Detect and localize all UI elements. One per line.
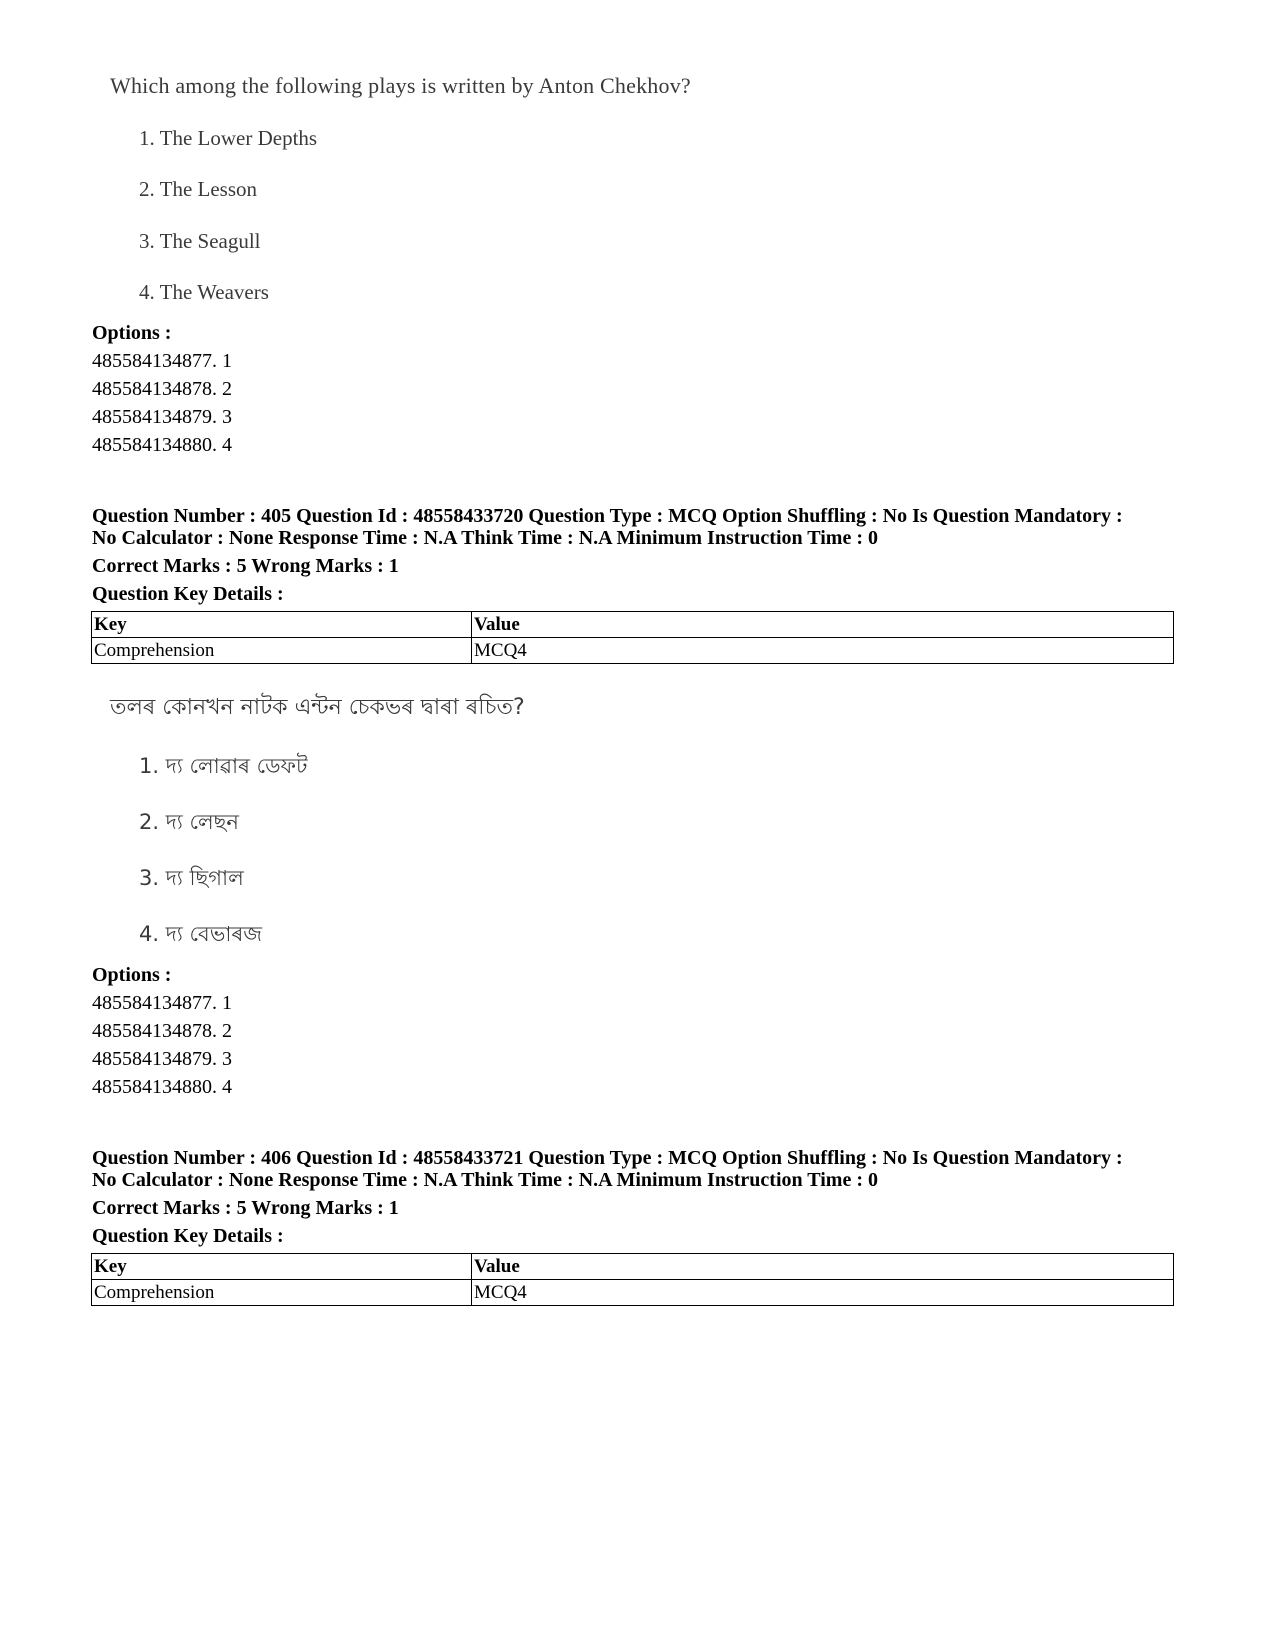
- option-id-2: 485584134878. 2: [92, 1020, 232, 1042]
- table-header-key: Key: [92, 1254, 472, 1280]
- choice-3: 3. দ্য ছিগাল: [139, 866, 244, 890]
- table-header-row: [92, 612, 1174, 638]
- choice-4: 4. দ্য বেভাৰজ: [139, 922, 263, 946]
- table-cell-key: Comprehension: [92, 638, 472, 664]
- options-label: Options :: [92, 322, 172, 344]
- choice-2: 2. দ্য লেছন: [139, 810, 239, 834]
- choice-4: 4. The Weavers: [139, 280, 269, 304]
- table-cell-value: MCQ4: [472, 638, 1174, 664]
- key-details-table: [91, 611, 1174, 664]
- table-row: [92, 638, 1174, 664]
- choice-1: 1. দ্য লোৱাৰ ডেফট: [139, 754, 308, 778]
- table-header-key: Key: [92, 612, 472, 638]
- marks-line: Correct Marks : 5 Wrong Marks : 1: [92, 1197, 399, 1219]
- option-id-1: 485584134877. 1: [92, 350, 232, 372]
- option-id-4: 485584134880. 4: [92, 1076, 232, 1098]
- question-meta-line1: Question Number : 405 Question Id : 48558433720 Question Type : MCQ Option Shuffling : No Is Question Mandatory :: [92, 505, 1123, 527]
- table-cell-key: Comprehension: [92, 1280, 472, 1306]
- option-id-4: 485584134880. 4: [92, 434, 232, 456]
- table-header-value: Value: [472, 1254, 1174, 1280]
- marks-line: Correct Marks : 5 Wrong Marks : 1: [92, 555, 399, 577]
- option-id-1: 485584134877. 1: [92, 992, 232, 1014]
- table-header-value: Value: [472, 612, 1174, 638]
- choice-1: 1. The Lower Depths: [139, 126, 318, 150]
- table-row: [92, 1280, 1174, 1306]
- choice-2: 2. The Lesson: [139, 177, 258, 201]
- question-meta-line1: Question Number : 406 Question Id : 48558433721 Question Type : MCQ Option Shuffling : No Is Question Mandatory :: [92, 1147, 1123, 1169]
- option-id-2: 485584134878. 2: [92, 378, 232, 400]
- table-header-row: [92, 1254, 1174, 1280]
- choice-3: 3. The Seagull: [139, 229, 261, 253]
- table-cell-value: MCQ4: [472, 1280, 1174, 1306]
- option-id-3: 485584134879. 3: [92, 406, 232, 428]
- key-details-label: Question Key Details :: [92, 583, 284, 605]
- question-text-english: Which among the following plays is written by Anton Chekhov?: [110, 73, 691, 98]
- question-meta-line2: No Calculator : None Response Time : N.A Think Time : N.A Minimum Instruction Time : 0: [92, 1169, 878, 1191]
- option-id-3: 485584134879. 3: [92, 1048, 232, 1070]
- question-meta-line2: No Calculator : None Response Time : N.A Think Time : N.A Minimum Instruction Time : 0: [92, 527, 878, 549]
- options-label: Options :: [92, 964, 172, 986]
- question-text-assamese: তলৰ কোনখন নাটক এন্টন চেকভৰ দ্বাৰা ৰচিত?: [110, 695, 525, 720]
- key-details-table: [91, 1253, 1174, 1306]
- key-details-label: Question Key Details :: [92, 1225, 284, 1247]
